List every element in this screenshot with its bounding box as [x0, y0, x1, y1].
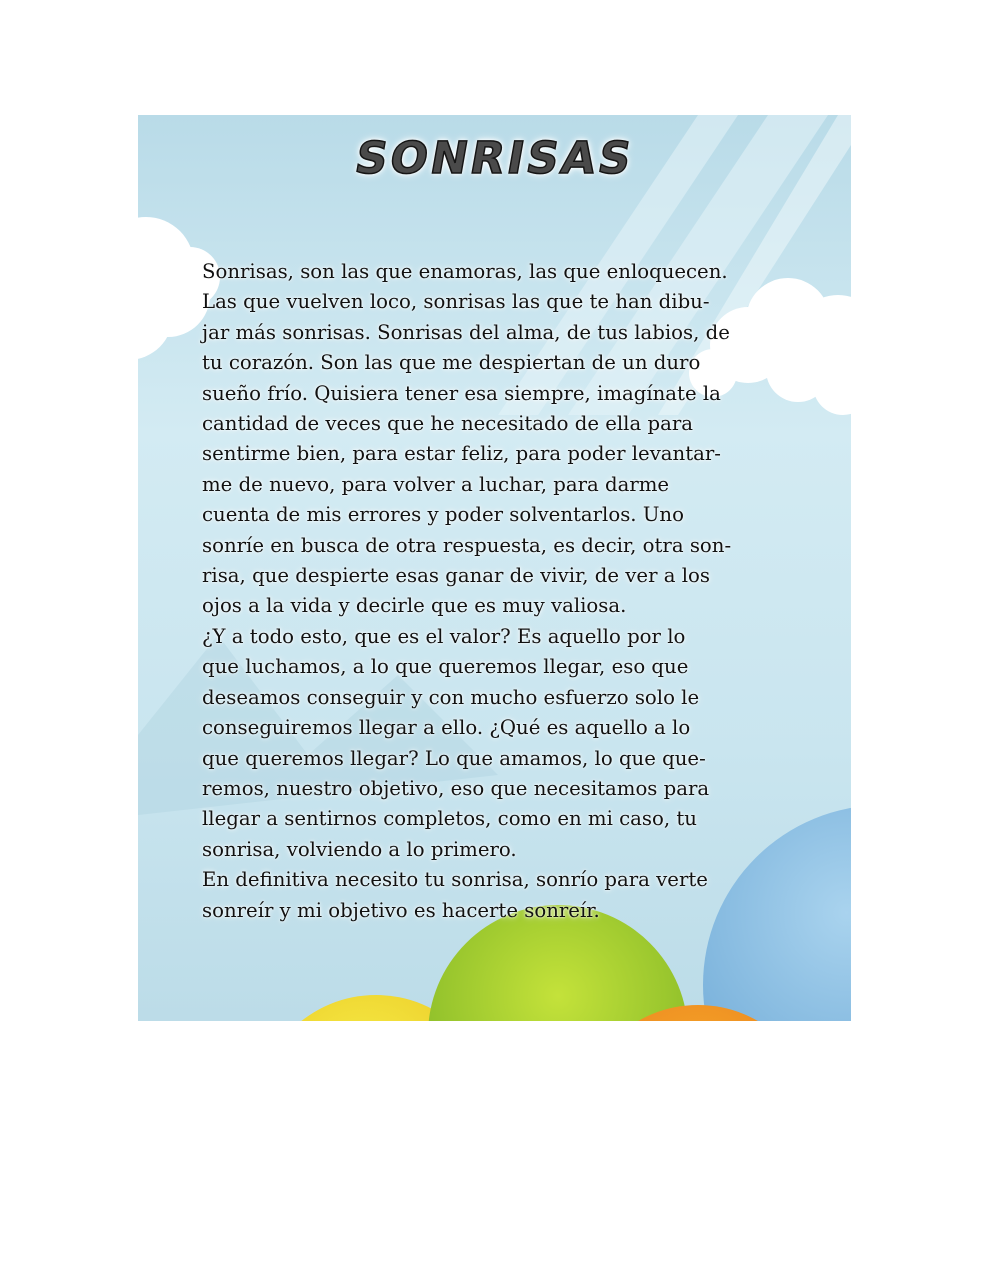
- text-line: Sonrisas, son las que enamoras, las que enloquecen.: [202, 260, 728, 283]
- text-line: sonríe en busca de otra respuesta, es decir, otra son-: [202, 533, 732, 557]
- text-line: sonrisa, volviendo a lo primero.: [202, 837, 517, 861]
- poem-text: [202, 257, 792, 926]
- text-line: ¿Y a todo esto, que es el valor? Es aquello por lo: [202, 624, 686, 648]
- text-line: que queremos llegar? Lo que amamos, lo que que-: [202, 746, 706, 770]
- text-line: En definitiva necesito tu sonrisa, sonrío para verte: [202, 868, 708, 892]
- text-line: tu corazón. Son las que me despiertan de un duro: [202, 351, 701, 375]
- text-line: remos, nuestro objetivo, eso que necesitamos para: [202, 776, 710, 800]
- text-line: deseamos conseguir y con mucho esfuerzo solo le: [202, 685, 700, 709]
- text-line: que luchamos, a lo que queremos llegar, eso que: [202, 655, 689, 679]
- text-line: ojos a la vida y decirle que es muy valiosa.: [202, 594, 627, 618]
- text-line: jar más sonrisas. Sonrisas del alma, de tus labios, de: [202, 320, 730, 344]
- text-line: sonreír y mi objetivo es hacerte sonreír.: [202, 898, 600, 922]
- text-line: sueño frío. Quisiera tener esa siempre, imagínate la: [202, 381, 721, 405]
- text-line: me de nuevo, para volver a luchar, para darme: [202, 472, 670, 496]
- poster-card: [138, 115, 851, 1021]
- text-line: llegar a sentirnos completos, como en mi caso, tu: [202, 807, 697, 831]
- text-line: conseguiremos llegar a ello. ¿Qué es aquello a lo: [202, 716, 691, 740]
- text-line: cuenta de mis errores y poder solventarlos. Uno: [202, 503, 684, 527]
- text-line: sentirme bien, para estar feliz, para poder levantar-: [202, 442, 721, 466]
- page-title: SONRISAS: [351, 133, 638, 184]
- text-line: cantidad de veces que he necesitado de ella para: [202, 412, 693, 436]
- text-line: risa, que despierte esas ganar de vivir, de ver a los: [202, 564, 710, 588]
- text-line: Las que vuelven loco, sonrisas las que te han dibu-: [202, 290, 710, 314]
